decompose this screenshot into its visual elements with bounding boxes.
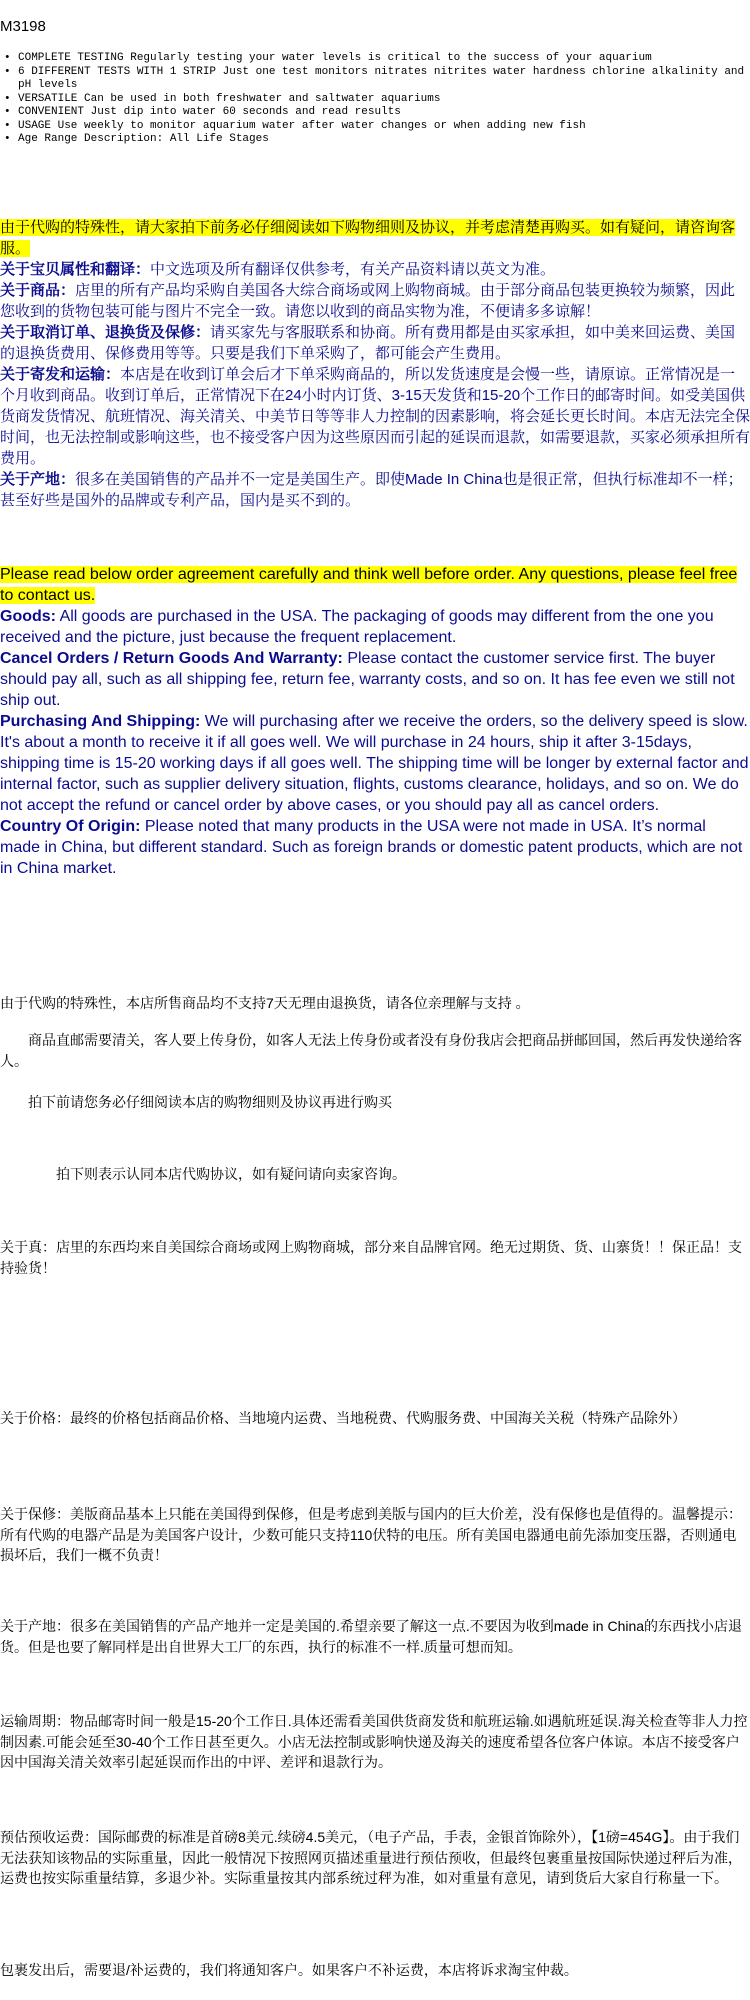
en-item-text: Please noted that many products in the USA were not made in USA. It’s normal made in China, but different standard. Such as foreign brands or domestic patent products, which are not in China market. — [0, 818, 743, 877]
feature-item: • VERSATILE Can be used in both freshwater and saltwater aquariums — [2, 93, 750, 107]
cn-item-heading: 关于商品： — [0, 282, 76, 299]
feature-item: • Age Range Description: All Life Stages — [2, 133, 750, 147]
no-return-policy: 由于代购的特殊性，本店所售商品均不支持7天无理由退换货，请各位亲理解与支持 。 — [0, 995, 530, 1011]
authenticity-policy: 关于真：店里的东西均来自美国综合商场或网上购物商城，部分来自品牌官网。绝无过期货、货、山寨货！！保正品！支持验货！ — [0, 1239, 742, 1276]
en-order-notice — [0, 564, 750, 879]
post-shipment-note: 包裹发出后，需要退/补运费的，我们将通知客户。如果客户不补运费，本店将诉求淘宝仲裁。 — [0, 1962, 578, 1978]
cn-item-heading: 关于宝贝属性和翻译： — [0, 261, 151, 278]
price-policy: 关于价格：最终的价格包括商品价格、当地境内运费、当地税费、代购服务费、中国海关关税（特殊产品除外） — [0, 1410, 686, 1426]
en-item-heading: Cancel Orders / Return Goods And Warranty: — [0, 650, 343, 667]
product-code: M3198 — [0, 18, 46, 35]
en-item-heading: Purchasing And Shipping: — [0, 713, 201, 730]
origin-policy: 关于产地：很多在美国销售的产品产地并一定是美国的.希望亲要了解这一点.不要因为收到made in China的东西找小店退货。但是也要了解同样是出自世界大工厂的东西，执行的标准不一样.质量可想而知。 — [0, 1618, 743, 1655]
read-before-purchase-note: 拍下前请您务必仔细阅读本店的购物细则及协议再进行购买 — [0, 1094, 392, 1110]
cn-item-text: 很多在美国销售的产品并不一定是美国生产。即使Made In China也是很正常，但执行标准却不一样；甚至好些是国外的品牌或专利产品，国内是买不到的。 — [0, 471, 743, 509]
feature-item: • USAGE Use weekly to monitor aquarium water after water changes or when adding new fish — [2, 120, 750, 134]
feature-list — [0, 52, 750, 147]
transit-time-policy: 运输周期：物品邮寄时间一般是15-20个工作日.具体还需看美国供货商发货和航班运输.如遇航班延误.海关检查等非人力控制因素.可能会延至30-40个工作日甚至更久。小店无法控制或影响快递及海关的速度希望各位客户体谅。本店不接受客户因中国海关清关效率引起延误而作出的中评、差评和退款行为。 — [0, 1713, 748, 1770]
feature-item: • 6 DIFFERENT TESTS WITH 1 STRIP Just one test monitors nitrates nitrites water hardness chlorine alkalinity and pH levels — [2, 66, 750, 93]
en-item-text: We will purchasing after we receive the orders, so the delivery speed is slow. It's about a month to receive it if all goes well. We will purchase in 24 hours, ship it after 3-15days, shipping time is 15-20 working days if all goes well. The shipping time will be longer by external factor and internal factor, such as supplier delivery situation, flights, customs clearance, holidays, and so on. We do not accept the refund or cancel order by above cases, or you should pay all as cancel orders. — [0, 713, 749, 814]
shipping-fee-policy: 预估预收运费：国际邮费的标准是首磅8美元.续磅4.5美元，（电子产品，手表，金银首饰除外），【1磅=454G】。由于我们无法获知该物品的实际重量，因此一般情况下按照网页描述重量进行预估预收，但最终包裹重量按国际快递过秤后为准，运费也按实际重量结算，多退少补。实际重量按其内部系统过秤为准，如对重量有意见，请到货后大家自行称量一下。 — [0, 1829, 742, 1886]
agreement-note: 拍下则表示认同本店代购协议，如有疑问请向卖家咨询。 — [0, 1166, 406, 1182]
cn-item-text: 中文选项及所有翻译仅供参考，有关产品资料请以英文为准。 — [150, 261, 556, 278]
cn-order-notice — [0, 217, 750, 511]
en-item-text: All goods are purchased in the USA. The packaging of goods may different from the one you received and the picture, just because the frequent replacement. — [0, 608, 714, 646]
cn-item-heading: 关于产地： — [0, 471, 76, 488]
customs-clearance-note: 商品直邮需要清关，客人要上传身份，如客人无法上传身份或者没有身份我店会把商品拼邮回国，然后再发快递给客人。 — [0, 1032, 742, 1069]
cn-notice-intro: 由于代购的特殊性，请大家拍下前务必仔细阅读如下购物细则及协议，并考虑清楚再购买。如有疑问，请咨询客服。 — [0, 219, 736, 257]
cn-item-text: 店里的所有产品均采购自美国各大综合商场或网上购物商城。由于部分商品包装更换较为频繁，因此您收到的货物包装可能与图片不完全一致。请您以收到的商品实物为准，不便请多多谅解！ — [0, 282, 736, 320]
cn-item-text: 本店是在收到订单会后才下单采购商品的，所以发货速度是会慢一些，请原谅。正常情况是一个月收到商品。收到订单后，正常情况下在24小时内订货、3-15天发货和15-20个工作日的邮寄时间。如受美国供货商发货情况、航班情况、海关清关、中美节日等等非人力控制的因素影响，将会延长更长时间。本店无法完全保时间，也无法控制或影响这些，也不接受客户因为这些原因而引起的延误而退款，如需要退款，买家必须承担所有费用。 — [0, 366, 750, 467]
en-notice-intro: Please read below order agreement carefully and think well before order. Any questions, please feel free to contact us. — [0, 566, 738, 604]
en-item-text: Please contact the customer service first. The buyer should pay all, such as all shipping fee, return fee, warranty costs, and so on. It has fee even we still not ship out. — [0, 650, 735, 709]
en-item-heading: Goods: — [0, 608, 56, 625]
cn-item-text: 请买家先与客服联系和协商。所有费用都是由买家承担，如中美来回运费、美国的退换货费用、保修费用等等。只要是我们下单采购了，都可能会产生费用。 — [0, 324, 736, 362]
cn-item-heading: 关于取消订单、退换货及保修： — [0, 324, 211, 341]
warranty-policy: 关于保修：美版商品基本上只能在美国得到保修，但是考虑到美版与国内的巨大价差，没有保修也是值得的。温馨提示：所有代购的电器产品是为美国客户设计，少数可能只支持110伏特的电压。所有美国电器通电前先添加变压器，否则通电损坏后，我们一概不负责！ — [0, 1506, 742, 1563]
feature-item: • COMPLETE TESTING Regularly testing your water levels is critical to the success of your aquarium — [2, 52, 750, 66]
feature-item: • CONVENIENT Just dip into water 60 seconds and read results — [2, 106, 750, 120]
cn-item-heading: 关于寄发和运输： — [0, 366, 121, 383]
en-item-heading: Country Of Origin: — [0, 818, 141, 835]
